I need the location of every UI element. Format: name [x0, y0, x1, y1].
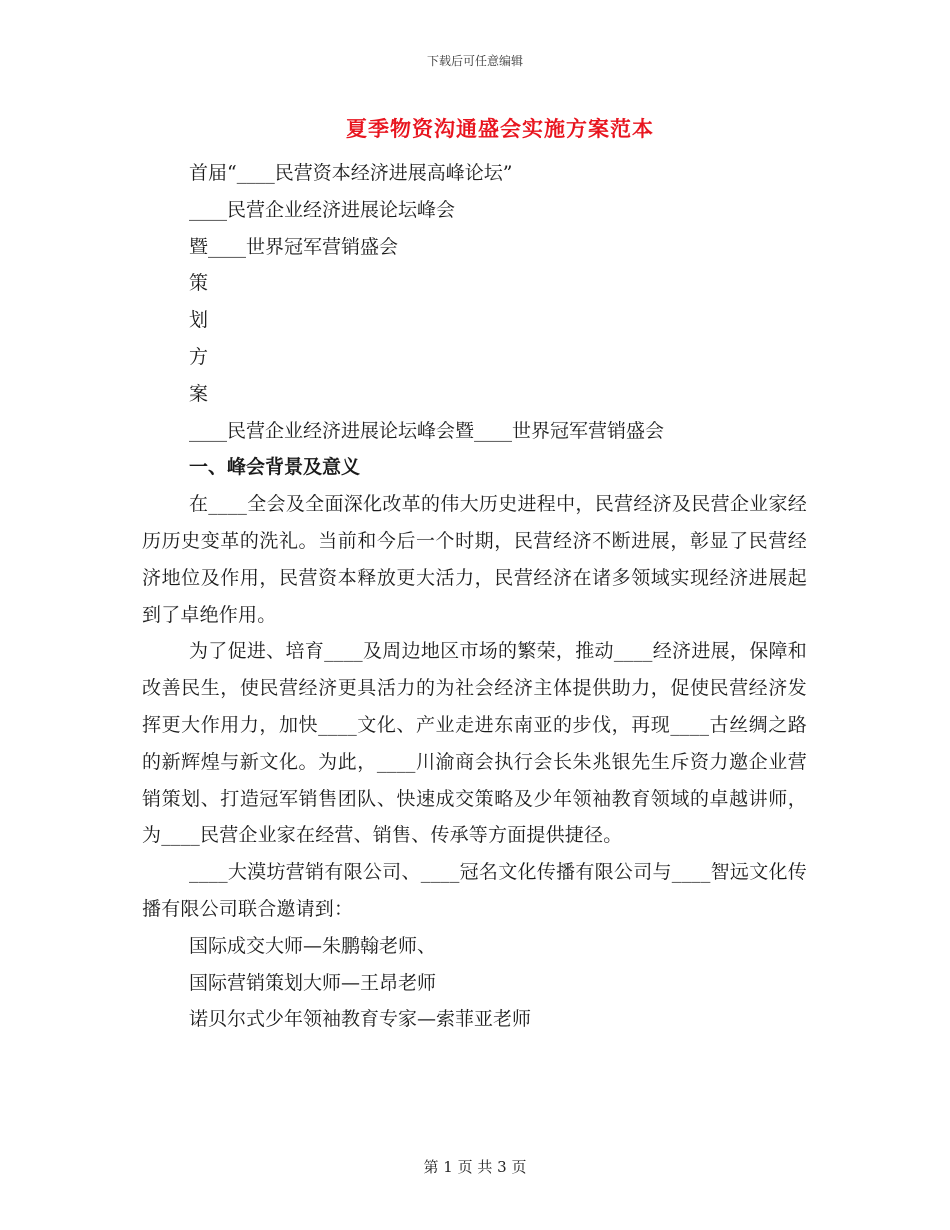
speaker-line-2: 国际营销策划大师—王昂老师	[189, 971, 437, 994]
section-heading: 一、峰会背景及意义	[189, 456, 361, 479]
speaker-line-3: 诺贝尔式少年领袖教育专家—索菲亚老师	[189, 1008, 532, 1031]
paragraph-3: ____大漠坊营销有限公司、____冠名文化传播有限公司与____智远文化传播有限公司联合邀请到：	[142, 861, 807, 920]
document-title: 夏季物资沟通盛会实施方案范本	[346, 116, 654, 141]
vertical-char-4: 案	[189, 382, 209, 405]
vertical-char-1: 策	[189, 272, 209, 295]
document-body	[142, 155, 807, 1038]
page-number: 第 1 页 共 3 页	[423, 1158, 527, 1176]
title-line-3: 暨____世界冠军营销盛会	[189, 235, 399, 258]
header-note: 下载后可任意编辑	[426, 54, 523, 68]
speaker-line-1: 国际成交大师—朱鹏翰老师、	[189, 934, 437, 957]
paragraph-2: 为了促进、培育____及周边地区市场的繁荣，推动____经济进展，保障和改善民生，使民营经济更具活力的为社会经济主体提供助力，促使民营经济发挥更大作用力，加快____文化、产业走进东南亚的步伐，再现____古丝绸之路的新辉煌与新文化。为此，____川渝商会执行会长朱兆银先生斥资力邀企业营销策划、打造冠军销售团队、快速成交策略及少年领袖教育领域的卓越讲师，为____民营企业家在经营、销售、传承等方面提供捷径。	[142, 640, 807, 847]
vertical-char-2: 划	[189, 309, 209, 332]
title-line-1: 首届“____民营资本经济进展高峰论坛”	[189, 162, 513, 184]
subtitle-line: ____民营企业经济进展论坛峰会暨____世界冠军营销盛会	[189, 419, 665, 442]
title-line-2: ____民营企业经济进展论坛峰会	[189, 198, 456, 221]
vertical-char-3: 方	[189, 345, 209, 368]
paragraph-1: 在____全会及全面深化改革的伟大历史进程中，民营经济及民营企业家经历历史变革的洗礼。当前和今后一个时期，民营经济不断进展，彰显了民营经济地位及作用，民营资本释放更大活力，民营经济在诸多领域实现经济进展起到了卓绝作用。	[142, 493, 807, 626]
